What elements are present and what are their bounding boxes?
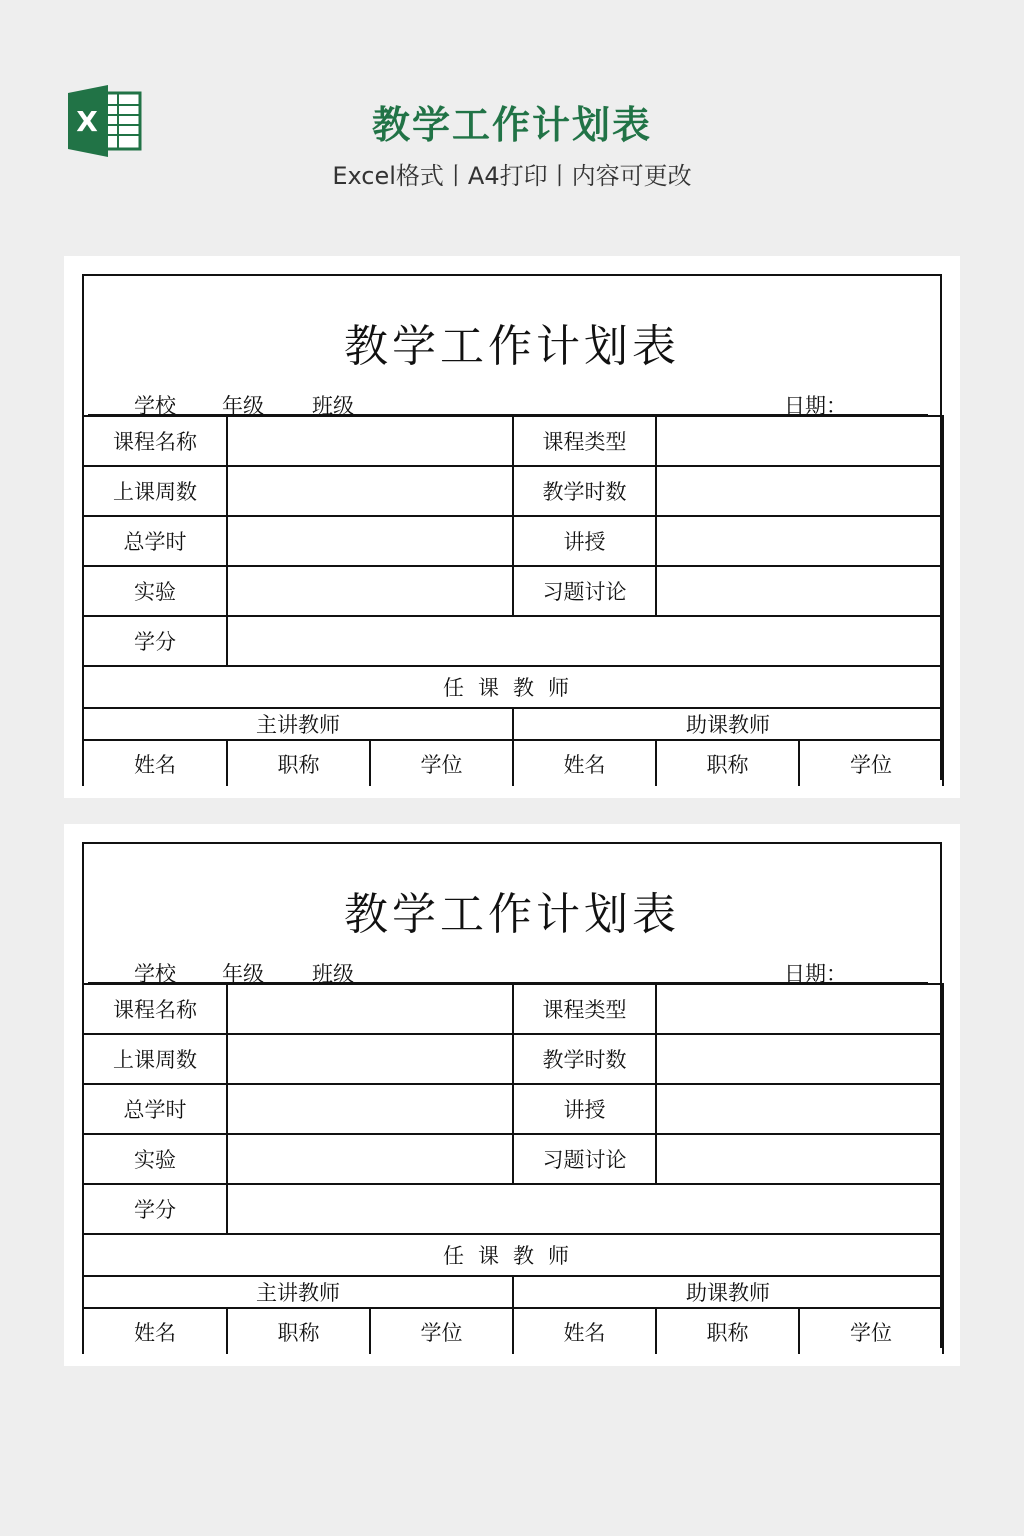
- value-cell[interactable]: [227, 1084, 513, 1134]
- grade-label: 年级: [222, 962, 264, 986]
- value-cell[interactable]: [656, 984, 943, 1034]
- label-cell: 课程名称: [83, 984, 227, 1034]
- value-cell[interactable]: [656, 1034, 943, 1084]
- column-header: 学位: [799, 1308, 943, 1354]
- form-panel-2: [64, 824, 960, 1366]
- value-cell[interactable]: [227, 984, 513, 1034]
- column-header: 职称: [656, 1308, 799, 1354]
- column-header: 姓名: [513, 740, 656, 786]
- column-header-row: [83, 740, 943, 786]
- value-cell[interactable]: [227, 566, 513, 616]
- label-cell: 习题讨论: [513, 1134, 656, 1184]
- table-row: [83, 516, 943, 566]
- form-sheet: [82, 842, 942, 1348]
- value-cell[interactable]: [656, 416, 943, 466]
- table-row: [83, 1084, 943, 1134]
- school-label: 学校: [134, 394, 176, 418]
- value-cell[interactable]: [656, 466, 943, 516]
- label-cell: 课程类型: [513, 984, 656, 1034]
- value-cell[interactable]: [656, 1084, 943, 1134]
- class-label: 班级: [312, 394, 354, 418]
- column-header: 职称: [656, 740, 799, 786]
- label-cell: 实验: [83, 1134, 227, 1184]
- label-cell: 教学时数: [513, 1034, 656, 1084]
- assistant-teacher-header: 助课教师: [513, 1276, 943, 1308]
- subheader-row: [83, 1276, 943, 1308]
- section-row: [83, 666, 943, 708]
- table-row: [83, 984, 943, 1034]
- section-title: 任课教师: [83, 1234, 943, 1276]
- svg-text:X: X: [76, 105, 98, 138]
- column-header: 学位: [370, 740, 513, 786]
- column-header-row: [83, 1308, 943, 1354]
- page-header: [0, 0, 1024, 240]
- form-panel-1: [64, 256, 960, 798]
- label-cell: 教学时数: [513, 466, 656, 516]
- date-label: 日期：: [784, 394, 847, 418]
- column-header: 学位: [370, 1308, 513, 1354]
- plan-table: [82, 415, 944, 786]
- label-cell: 总学时: [83, 516, 227, 566]
- lead-teacher-header: 主讲教师: [83, 1276, 513, 1308]
- credit-value-cell[interactable]: [227, 1184, 943, 1234]
- table-row: [83, 466, 943, 516]
- grade-label: 年级: [222, 394, 264, 418]
- column-header: 职称: [227, 740, 370, 786]
- value-cell[interactable]: [656, 1134, 943, 1184]
- credit-label: 学分: [83, 616, 227, 666]
- value-cell[interactable]: [656, 516, 943, 566]
- date-label: 日期：: [784, 962, 847, 986]
- subheader-row: [83, 708, 943, 740]
- table-row: [83, 1034, 943, 1084]
- value-cell[interactable]: [227, 416, 513, 466]
- section-row: [83, 1234, 943, 1276]
- label-cell: 上课周数: [83, 466, 227, 516]
- value-cell[interactable]: [227, 466, 513, 516]
- column-header: 姓名: [83, 1308, 227, 1354]
- label-cell: 习题讨论: [513, 566, 656, 616]
- assistant-teacher-header: 助课教师: [513, 708, 943, 740]
- table-row: [83, 616, 943, 666]
- table-row: [83, 416, 943, 466]
- table-row: [83, 1184, 943, 1234]
- form-title: 教学工作计划表: [344, 889, 680, 940]
- column-header: 职称: [227, 1308, 370, 1354]
- credit-label: 学分: [83, 1184, 227, 1234]
- class-label: 班级: [312, 962, 354, 986]
- label-cell: 课程类型: [513, 416, 656, 466]
- form-title: 教学工作计划表: [344, 321, 680, 372]
- value-cell[interactable]: [656, 566, 943, 616]
- page-subtitle: Excel格式丨A4打印丨内容可更改: [332, 162, 692, 190]
- column-header: 姓名: [513, 1308, 656, 1354]
- value-cell[interactable]: [227, 516, 513, 566]
- section-title: 任课教师: [83, 666, 943, 708]
- table-row: [83, 1134, 943, 1184]
- label-cell: 讲授: [513, 516, 656, 566]
- column-header: 学位: [799, 740, 943, 786]
- value-cell[interactable]: [227, 1034, 513, 1084]
- label-cell: 实验: [83, 566, 227, 616]
- lead-teacher-header: 主讲教师: [83, 708, 513, 740]
- form-sheet: [82, 274, 942, 780]
- label-cell: 总学时: [83, 1084, 227, 1134]
- plan-table: [82, 983, 944, 1354]
- page-title: 教学工作计划表: [371, 103, 652, 147]
- value-cell[interactable]: [227, 1134, 513, 1184]
- column-header: 姓名: [83, 740, 227, 786]
- label-cell: 课程名称: [83, 416, 227, 466]
- label-cell: 讲授: [513, 1084, 656, 1134]
- credit-value-cell[interactable]: [227, 616, 943, 666]
- table-row: [83, 566, 943, 616]
- label-cell: 上课周数: [83, 1034, 227, 1084]
- school-label: 学校: [134, 962, 176, 986]
